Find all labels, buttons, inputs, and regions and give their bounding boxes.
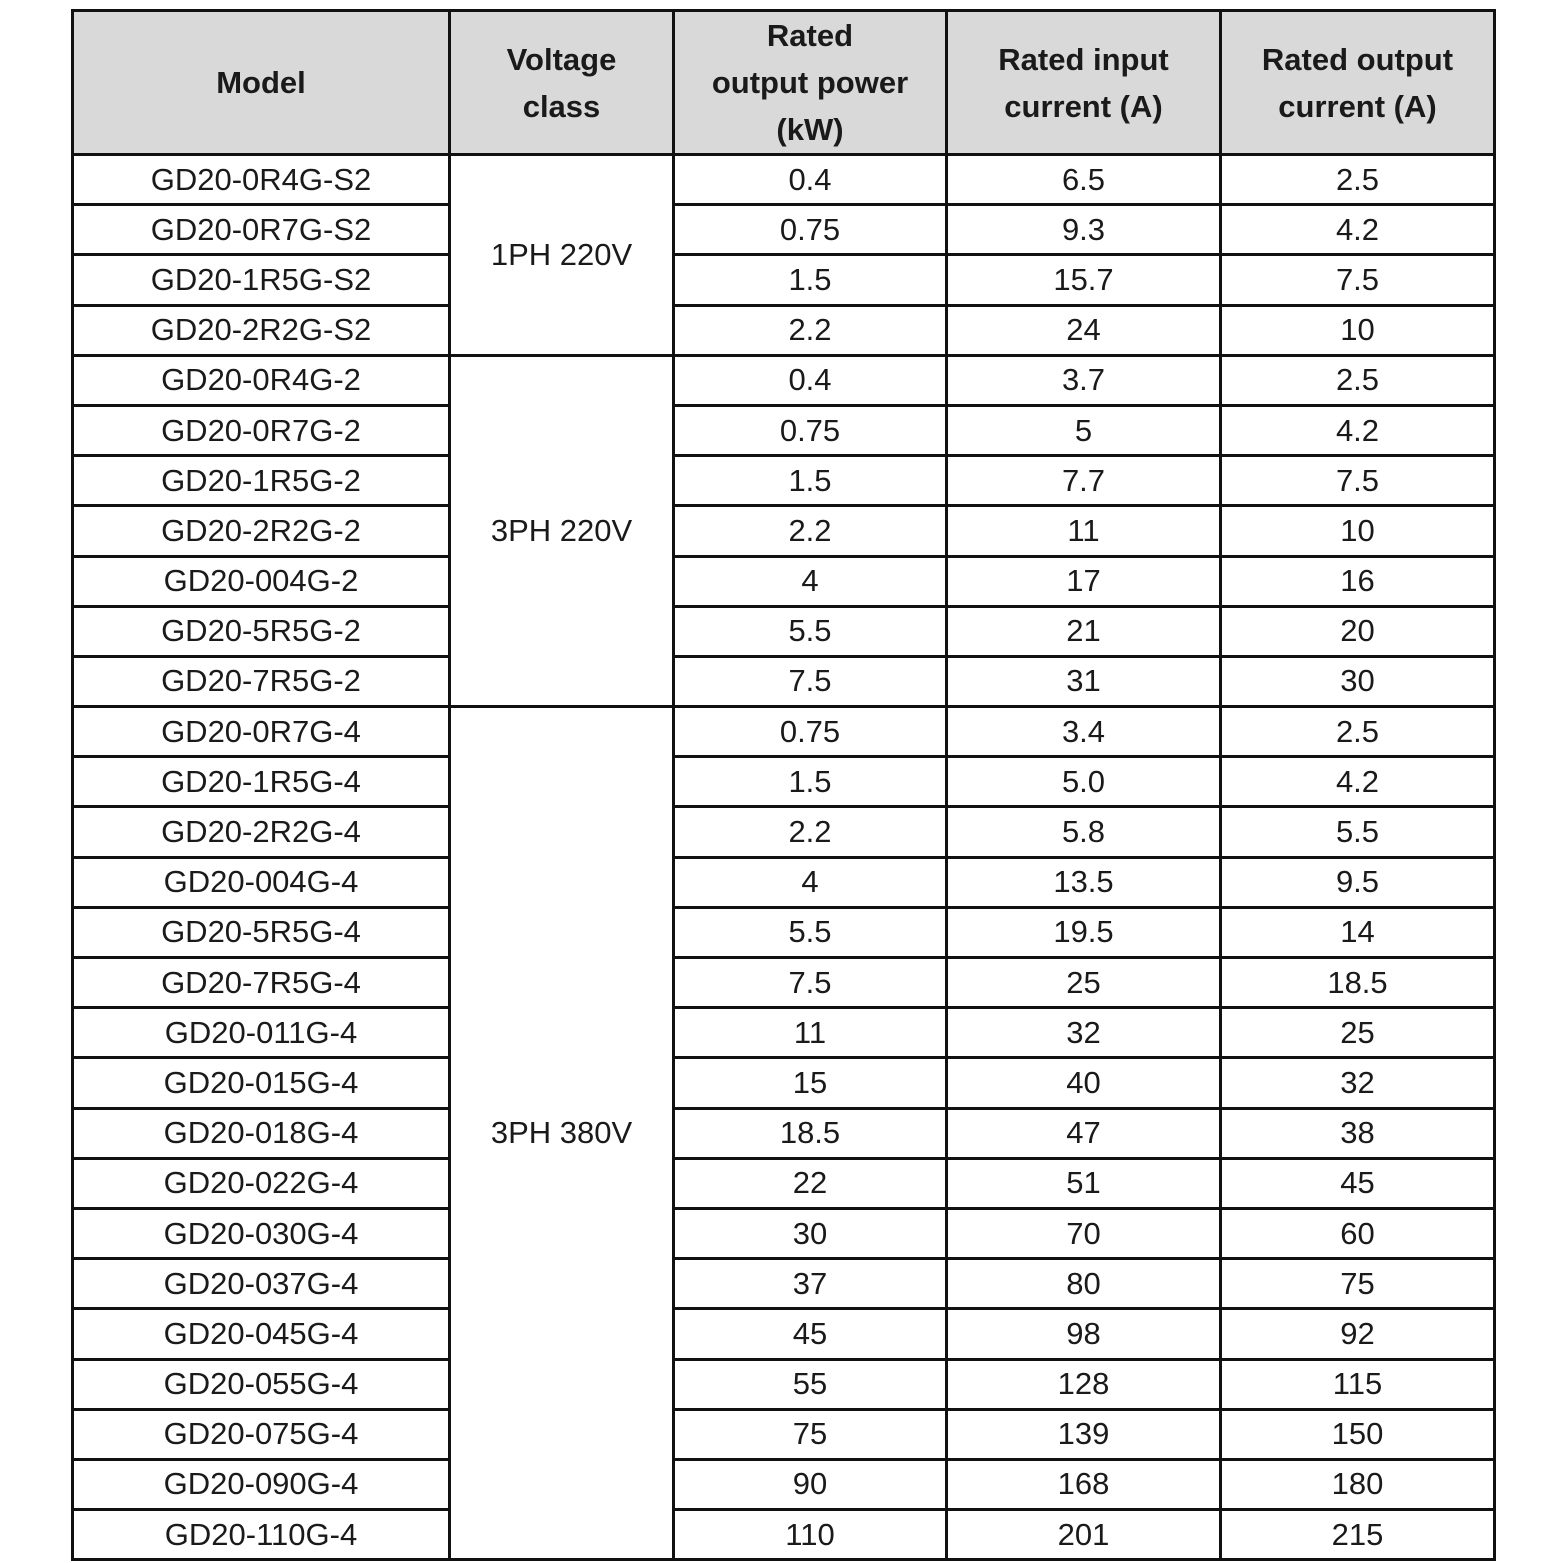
rated-output-current-cell: 30 (1221, 656, 1495, 706)
rated-input-current-cell: 24 (947, 305, 1221, 355)
rated-output-power-cell: 2.2 (674, 506, 947, 556)
rated-output-current-cell: 60 (1221, 1208, 1495, 1258)
table-row (73, 305, 1495, 355)
rated-input-current-cell: 80 (947, 1259, 1221, 1309)
rated-output-power-cell: 55 (674, 1359, 947, 1409)
table-row (73, 355, 1495, 405)
table-row (73, 255, 1495, 305)
rated-input-current-cell: 15.7 (947, 255, 1221, 305)
model-cell: GD20-7R5G-4 (73, 958, 450, 1008)
header-voltage-class (450, 11, 674, 155)
rated-output-power-cell: 0.75 (674, 205, 947, 255)
header-row (73, 11, 1495, 155)
rated-output-power-cell: 22 (674, 1158, 947, 1208)
rated-input-current-cell: 128 (947, 1359, 1221, 1409)
rated-output-power-cell: 18.5 (674, 1108, 947, 1158)
model-cell: GD20-022G-4 (73, 1158, 450, 1208)
rated-output-current-cell: 2.5 (1221, 155, 1495, 205)
table-row (73, 757, 1495, 807)
rated-input-current-cell: 51 (947, 1158, 1221, 1208)
table-row (73, 205, 1495, 255)
rated-output-current-cell: 10 (1221, 506, 1495, 556)
rated-output-current-cell: 150 (1221, 1409, 1495, 1459)
rated-output-power-cell: 110 (674, 1510, 947, 1560)
header-voltage-class-line: class (522, 88, 601, 124)
voltage-class-cell: 3PH 220V (450, 355, 674, 706)
header-model (73, 11, 450, 155)
rated-input-current-cell: 98 (947, 1309, 1221, 1359)
rated-input-current-cell: 6.5 (947, 155, 1221, 205)
header-rated-input-current-line: current (A) (1004, 88, 1163, 124)
rated-output-power-cell: 15 (674, 1058, 947, 1108)
table-row (73, 155, 1495, 205)
rated-output-power-cell: 7.5 (674, 958, 947, 1008)
rated-input-current-cell: 5 (947, 405, 1221, 455)
table-row (73, 1058, 1495, 1108)
table-row (73, 807, 1495, 857)
rated-output-power-cell: 5.5 (674, 606, 947, 656)
table-row (73, 1259, 1495, 1309)
model-cell: GD20-1R5G-4 (73, 757, 450, 807)
rated-input-current-cell: 11 (947, 506, 1221, 556)
header-rated-input-current (947, 11, 1221, 155)
model-cell: GD20-1R5G-2 (73, 456, 450, 506)
model-cell: GD20-004G-4 (73, 857, 450, 907)
rated-output-current-cell: 18.5 (1221, 958, 1495, 1008)
rated-output-current-cell: 45 (1221, 1158, 1495, 1208)
rated-output-power-cell: 7.5 (674, 656, 947, 706)
rated-output-power-cell: 45 (674, 1309, 947, 1359)
rated-output-power-cell: 1.5 (674, 456, 947, 506)
rated-input-current-cell: 5.8 (947, 807, 1221, 857)
model-cell: GD20-030G-4 (73, 1208, 450, 1258)
model-cell: GD20-015G-4 (73, 1058, 450, 1108)
rated-output-current-cell: 115 (1221, 1359, 1495, 1409)
table-row (73, 1459, 1495, 1509)
rated-input-current-cell: 70 (947, 1208, 1221, 1258)
table-row (73, 1309, 1495, 1359)
model-cell: GD20-004G-2 (73, 556, 450, 606)
model-cell: GD20-5R5G-2 (73, 606, 450, 656)
table-body (73, 155, 1495, 1560)
rated-output-power-cell: 37 (674, 1259, 947, 1309)
rated-input-current-cell: 5.0 (947, 757, 1221, 807)
rated-input-current-cell: 3.7 (947, 355, 1221, 405)
rated-output-power-cell: 2.2 (674, 807, 947, 857)
rated-output-current-cell: 215 (1221, 1510, 1495, 1560)
rated-output-current-cell: 2.5 (1221, 707, 1495, 757)
model-cell: GD20-2R2G-2 (73, 506, 450, 556)
model-cell: GD20-110G-4 (73, 1510, 450, 1560)
rated-output-power-cell: 1.5 (674, 757, 947, 807)
model-cell: GD20-090G-4 (73, 1459, 450, 1509)
rated-output-power-cell: 0.4 (674, 355, 947, 405)
rated-output-power-cell: 4 (674, 857, 947, 907)
rated-input-current-cell: 21 (947, 606, 1221, 656)
rated-output-power-cell: 11 (674, 1008, 947, 1058)
rated-output-current-cell: 7.5 (1221, 456, 1495, 506)
rated-output-current-cell: 4.2 (1221, 405, 1495, 455)
model-cell: GD20-1R5G-S2 (73, 255, 450, 305)
table-row (73, 707, 1495, 757)
header-rated-output-current-line: Rated output (1261, 41, 1454, 77)
rated-output-power-cell: 30 (674, 1208, 947, 1258)
header-rated-output-current (1221, 11, 1495, 155)
rated-input-current-cell: 40 (947, 1058, 1221, 1108)
rated-output-current-cell: 38 (1221, 1108, 1495, 1158)
model-cell: GD20-037G-4 (73, 1259, 450, 1309)
rated-input-current-cell: 17 (947, 556, 1221, 606)
rated-input-current-cell: 32 (947, 1008, 1221, 1058)
rated-output-power-cell: 0.4 (674, 155, 947, 205)
rated-input-current-cell: 25 (947, 958, 1221, 1008)
rated-input-current-cell: 9.3 (947, 205, 1221, 255)
rated-output-current-cell: 32 (1221, 1058, 1495, 1108)
header-rated-output-power-line: output power (711, 65, 909, 100)
voltage-class-cell: 1PH 220V (450, 155, 674, 356)
rated-input-current-cell: 168 (947, 1459, 1221, 1509)
rated-output-current-cell: 7.5 (1221, 255, 1495, 305)
header-rated-output-power (674, 11, 947, 155)
rated-output-power-cell: 90 (674, 1459, 947, 1509)
rated-output-current-cell: 75 (1221, 1259, 1495, 1309)
model-cell: GD20-5R5G-4 (73, 907, 450, 957)
header-rated-output-power-line: Rated (766, 18, 854, 53)
rated-output-power-cell: 0.75 (674, 707, 947, 757)
table-row (73, 1208, 1495, 1258)
rated-input-current-cell: 3.4 (947, 707, 1221, 757)
table-row (73, 958, 1495, 1008)
model-cell: GD20-075G-4 (73, 1409, 450, 1459)
rated-input-current-cell: 201 (947, 1510, 1221, 1560)
model-cell: GD20-0R4G-2 (73, 355, 450, 405)
rated-output-current-cell: 9.5 (1221, 857, 1495, 907)
model-cell: GD20-011G-4 (73, 1008, 450, 1058)
rated-output-current-cell: 92 (1221, 1309, 1495, 1359)
rated-output-current-cell: 16 (1221, 556, 1495, 606)
table-row (73, 1409, 1495, 1459)
table-row (73, 556, 1495, 606)
model-cell: GD20-0R7G-2 (73, 405, 450, 455)
table-row (73, 1359, 1495, 1409)
model-cell: GD20-0R4G-S2 (73, 155, 450, 205)
rated-output-current-cell: 2.5 (1221, 355, 1495, 405)
table-row (73, 456, 1495, 506)
table-header (73, 11, 1495, 155)
rated-output-current-cell: 25 (1221, 1008, 1495, 1058)
rated-output-current-cell: 4.2 (1221, 757, 1495, 807)
model-cell: GD20-2R2G-S2 (73, 305, 450, 355)
table-row (73, 606, 1495, 656)
model-cell: GD20-0R7G-4 (73, 707, 450, 757)
table-row (73, 405, 1495, 455)
header-model-line: Model (216, 65, 306, 100)
rated-input-current-cell: 31 (947, 656, 1221, 706)
model-cell: GD20-018G-4 (73, 1108, 450, 1158)
table-row (73, 1108, 1495, 1158)
table-row (73, 907, 1495, 957)
rated-output-power-cell: 2.2 (674, 305, 947, 355)
header-rated-input-current-line: Rated input (998, 41, 1169, 77)
table-row (73, 1510, 1495, 1560)
header-rated-output-power-line: (kW) (776, 112, 844, 147)
rated-output-power-cell: 1.5 (674, 255, 947, 305)
model-cell: GD20-045G-4 (73, 1309, 450, 1359)
voltage-class-cell: 3PH 380V (450, 707, 674, 1560)
rated-output-power-cell: 4 (674, 556, 947, 606)
rated-input-current-cell: 19.5 (947, 907, 1221, 957)
rated-output-current-cell: 180 (1221, 1459, 1495, 1509)
model-cell: GD20-055G-4 (73, 1359, 450, 1409)
model-cell: GD20-2R2G-4 (73, 807, 450, 857)
table-row (73, 656, 1495, 706)
rated-output-current-cell: 20 (1221, 606, 1495, 656)
rated-specs-table (71, 9, 1496, 1561)
rated-input-current-cell: 139 (947, 1409, 1221, 1459)
table-row (73, 1008, 1495, 1058)
table-row (73, 506, 1495, 556)
rated-output-power-cell: 0.75 (674, 405, 947, 455)
model-cell: GD20-0R7G-S2 (73, 205, 450, 255)
model-cell: GD20-7R5G-2 (73, 656, 450, 706)
rated-input-current-cell: 7.7 (947, 456, 1221, 506)
rated-output-current-cell: 4.2 (1221, 205, 1495, 255)
rated-output-current-cell: 10 (1221, 305, 1495, 355)
table-row (73, 857, 1495, 907)
rated-output-current-cell: 14 (1221, 907, 1495, 957)
table-row (73, 1158, 1495, 1208)
header-rated-output-current-line: current (A) (1278, 88, 1437, 124)
rated-input-current-cell: 47 (947, 1108, 1221, 1158)
header-voltage-class-line: Voltage (506, 41, 617, 77)
rated-output-power-cell: 5.5 (674, 907, 947, 957)
rated-input-current-cell: 13.5 (947, 857, 1221, 907)
rated-output-current-cell: 5.5 (1221, 807, 1495, 857)
rated-output-power-cell: 75 (674, 1409, 947, 1459)
